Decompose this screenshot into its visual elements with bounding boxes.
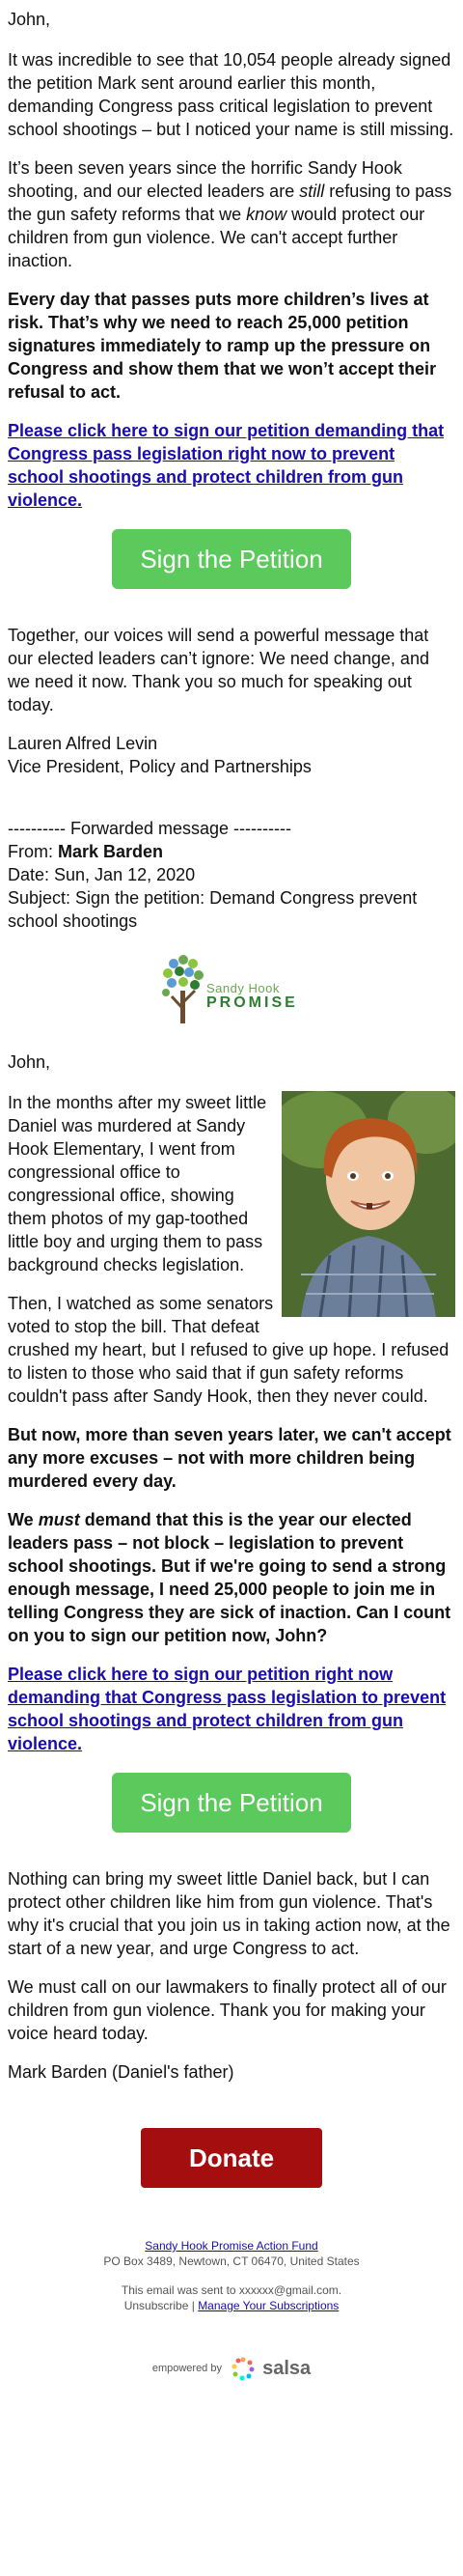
greeting: John, (8, 10, 51, 29)
together-paragraph: Together, our voices will send a powerful message that our elected leaders can’t ignore: We need change, and we need it now. Thank you so much for speaking out today. (8, 626, 429, 714)
call-lawmakers-paragraph: We must call on our lawmakers to finally protect all of our children from gun violence. Thank you for making your voice heard today. (8, 1977, 447, 2043)
salsa-logo-icon (231, 2356, 256, 2381)
email-body (8, 0, 455, 2381)
must-demand-paragraph: We must demand that this is the year our elected leaders pass – not block – legislation to prevent school shootings. But if we're going to send a strong enough message, I need 25,000 people to join me in telling Congress they are sick of inaction. Can I count on you to sign our petition now, John? (8, 1510, 451, 1645)
nothing-can-bring-paragraph: Nothing can bring my sweet little Daniel back, but I can protect other children like him from gun violence. That's why it's crucial that you join us in taking action now, at the start of a new year, and urge Congress to act. (8, 1869, 450, 1958)
logo-text-promise: PROMISE (206, 994, 298, 1011)
email-footer (8, 2238, 455, 2313)
urgency-paragraph: Every day that passes puts more children’s lives at risk. That’s why we need to reach 25,000 petition signatures immediately to ramp up the pressure on Congress and show them that we won’t accept their refusal to act. (8, 290, 437, 402)
letter-greeting: John, (8, 1052, 51, 1072)
emphasis-must: must (38, 1510, 80, 1529)
petition-button-row-2 (8, 1773, 455, 1833)
forward-divider: ---------- Forwarded message ---------- (8, 819, 291, 838)
senators-paragraph: Then, I watched as some senators voted to stop the bill. That defeat crushed my heart, but I refused to give up hope. I refused to listen to those who said that if gun safety reforms couldn't pass after Sandy Hook, then they never could. (8, 1294, 449, 1406)
subscription-links: Unsubscribe | Manage Your Subscriptions (123, 2299, 340, 2312)
donate-button[interactable]: Donate (141, 2128, 322, 2188)
sent-to-text: This email was sent to xxxxxx@gmail.com. (121, 2283, 342, 2297)
salsa-brand: salsa (262, 2357, 312, 2379)
powered-label: empowered by (151, 2362, 222, 2374)
sign-petition-button-1[interactable]: Sign the Petition (112, 529, 351, 589)
daniel-photo (282, 1091, 455, 1317)
tree-icon (160, 952, 206, 1025)
intro-paragraph: It was incredible to see that 10,054 people already signed the petition Mark sent around earlier this month, demanding Congress pass critical legislation to prevent school shootings – but I noticed your name is still missing. (8, 50, 454, 139)
powered-by (8, 2356, 455, 2381)
emphasis-know: know (246, 205, 287, 224)
signature-title: Vice President, Policy and Partnerships (8, 757, 312, 776)
org-address: PO Box 3489, Newtown, CT 06470, United States (103, 2254, 360, 2268)
sandy-hook-promise-logo (8, 952, 455, 1025)
daniel-story (8, 1091, 455, 1423)
daniel-paragraph: In the months after my sweet little Daniel was murdered at Sandy Hook Elementary, I went from congressional office to congressional office, showing them photos of my gap-toothed little boy and urging them to pass background checks legislation. (8, 1093, 267, 1274)
boy-portrait-image (282, 1091, 455, 1317)
forward-from-name: Mark Barden (58, 842, 164, 861)
forward-subject: Subject: Sign the petition: Demand Congress prevent school shootings (8, 888, 418, 931)
signature-name: Lauren Alfred Levin (8, 734, 158, 753)
unsubscribe-link[interactable]: Unsubscribe (123, 2299, 189, 2312)
org-link[interactable]: Sandy Hook Promise Action Fund (145, 2239, 318, 2253)
signature-block (8, 732, 455, 778)
no-excuses-paragraph: But now, more than seven years later, we can't accept any more excuses – not with more children being murdered every day. (8, 1425, 451, 1491)
logo-text-sandy-hook: Sandy Hook (206, 981, 280, 995)
seven-years-paragraph: It’s been seven years since the horrific Sandy Hook shooting, and our elected leaders are still refusing to pass the gun safety reforms that we know would protect our children from gun violence. We can't accept further inaction. (8, 158, 452, 270)
petition-button-row-1 (8, 529, 455, 589)
donate-button-row (8, 2128, 455, 2188)
manage-subscriptions-link[interactable]: Manage Your Subscriptions (198, 2299, 340, 2312)
emphasis-still: still (299, 182, 325, 201)
forwarded-header: ---------- Forwarded message ---------- From: Mark Barden Date: Sun, Jan 12, 2020 Subject: Sign the petition: Demand Congress prevent school shootings (8, 819, 418, 931)
letter-signature: Mark Barden (Daniel's father) (8, 2062, 234, 2082)
petition-link-2[interactable]: Please click here to sign our petition right now demanding that Congress pass legislation to prevent school shootings and protect children from gun violence. (8, 1665, 447, 1753)
forward-date: Date: Sun, Jan 12, 2020 (8, 865, 196, 884)
sign-petition-button-2[interactable]: Sign the Petition (112, 1773, 351, 1833)
petition-link-1[interactable]: Please click here to sign our petition demanding that Congress pass legislation right now to prevent school shootings and protect children from gun violence. (8, 421, 445, 510)
